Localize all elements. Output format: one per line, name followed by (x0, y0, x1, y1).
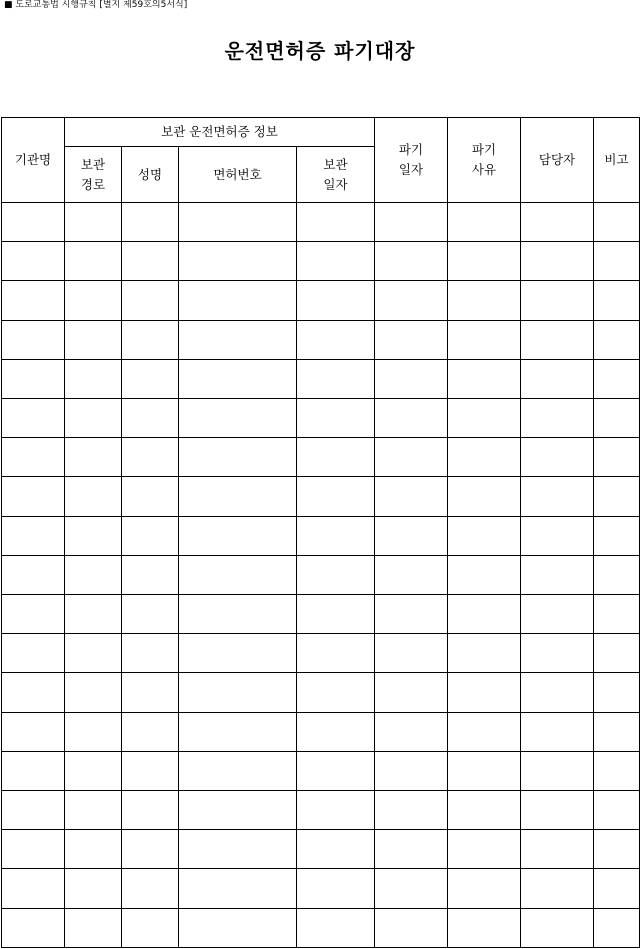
table-cell[interactable] (594, 712, 640, 751)
table-row (2, 320, 640, 359)
table-row (2, 712, 640, 751)
table-cell[interactable] (594, 634, 640, 673)
table-cell[interactable] (179, 712, 297, 751)
table-row (2, 908, 640, 947)
table-cell[interactable] (594, 673, 640, 712)
table-cell[interactable] (297, 281, 375, 320)
table-cell[interactable] (2, 830, 65, 869)
document-title: 운전면허증 파기대장 (224, 39, 416, 63)
table-cell[interactable] (179, 242, 297, 281)
table-cell[interactable] (65, 281, 122, 320)
table-cell[interactable] (594, 908, 640, 947)
table-cell[interactable] (2, 203, 65, 242)
table-cell[interactable] (297, 438, 375, 477)
table-cell[interactable] (375, 242, 448, 281)
table-cell[interactable] (2, 869, 65, 908)
table-row (2, 359, 640, 398)
table-cell[interactable] (122, 438, 179, 477)
header-org-name: 기관명 (2, 118, 65, 203)
table-cell[interactable] (65, 830, 122, 869)
table-cell[interactable] (2, 673, 65, 712)
table-cell[interactable] (448, 438, 521, 477)
table-cell[interactable] (179, 555, 297, 594)
table-cell[interactable] (179, 830, 297, 869)
header-name: 성명 (122, 147, 179, 203)
header-disposal-reason: 파기 사유 (448, 118, 521, 203)
table-cell[interactable] (65, 203, 122, 242)
table-cell[interactable] (448, 320, 521, 359)
table-cell[interactable] (594, 595, 640, 634)
table-cell[interactable] (375, 830, 448, 869)
table-cell[interactable] (122, 555, 179, 594)
table-cell[interactable] (594, 477, 640, 516)
table-cell[interactable] (122, 516, 179, 555)
table-row (2, 438, 640, 477)
table-cell[interactable] (375, 555, 448, 594)
table-cell[interactable] (448, 399, 521, 438)
table-cell[interactable] (448, 908, 521, 947)
header-remarks: 비고 (594, 118, 640, 203)
table-cell[interactable] (179, 634, 297, 673)
table-cell[interactable] (2, 712, 65, 751)
table-cell[interactable] (122, 791, 179, 830)
table-row (2, 634, 640, 673)
table-cell[interactable] (2, 791, 65, 830)
table-cell[interactable] (594, 438, 640, 477)
table-cell[interactable] (297, 673, 375, 712)
table-cell[interactable] (594, 751, 640, 790)
table-cell[interactable] (448, 751, 521, 790)
table-row (2, 399, 640, 438)
table-cell[interactable] (297, 712, 375, 751)
table-cell[interactable] (521, 751, 594, 790)
table-row (2, 242, 640, 281)
header-disposal-date: 파기 일자 (375, 118, 448, 203)
table-cell[interactable] (297, 203, 375, 242)
table-cell[interactable] (122, 712, 179, 751)
table-cell[interactable] (297, 830, 375, 869)
table-cell[interactable] (594, 359, 640, 398)
table-cell[interactable] (65, 908, 122, 947)
table-row (2, 673, 640, 712)
table-cell[interactable] (122, 399, 179, 438)
table-cell[interactable] (448, 477, 521, 516)
table-cell[interactable] (179, 908, 297, 947)
table-cell[interactable] (2, 359, 65, 398)
table-cell[interactable] (375, 595, 448, 634)
table-cell[interactable] (448, 712, 521, 751)
table-cell[interactable] (448, 595, 521, 634)
table-cell[interactable] (594, 242, 640, 281)
table-cell[interactable] (65, 438, 122, 477)
disposal-ledger-table (1, 117, 640, 948)
header-license-number: 면허번호 (179, 147, 297, 203)
table-cell[interactable] (65, 751, 122, 790)
table-cell[interactable] (122, 673, 179, 712)
table-row (2, 595, 640, 634)
table-cell[interactable] (297, 399, 375, 438)
table-cell[interactable] (448, 791, 521, 830)
table-cell[interactable] (594, 791, 640, 830)
table-cell[interactable] (122, 751, 179, 790)
table-cell[interactable] (521, 203, 594, 242)
table-cell[interactable] (375, 908, 448, 947)
table-cell[interactable] (375, 712, 448, 751)
table-cell[interactable] (375, 516, 448, 555)
table-cell[interactable] (448, 555, 521, 594)
table-row (2, 751, 640, 790)
table-cell[interactable] (122, 242, 179, 281)
table-cell[interactable] (521, 438, 594, 477)
table-cell[interactable] (448, 634, 521, 673)
table-cell[interactable] (2, 399, 65, 438)
table-cell[interactable] (448, 516, 521, 555)
table-cell[interactable] (122, 281, 179, 320)
table-cell[interactable] (179, 751, 297, 790)
table-cell[interactable] (297, 908, 375, 947)
table-cell[interactable] (594, 203, 640, 242)
table-cell[interactable] (179, 438, 297, 477)
table-cell[interactable] (375, 281, 448, 320)
table-cell[interactable] (122, 634, 179, 673)
table-cell[interactable] (448, 869, 521, 908)
table-cell[interactable] (521, 791, 594, 830)
table-cell[interactable] (448, 281, 521, 320)
table-cell[interactable] (65, 634, 122, 673)
table-cell[interactable] (521, 634, 594, 673)
table-cell[interactable] (179, 359, 297, 398)
table-cell[interactable] (2, 595, 65, 634)
table-cell[interactable] (65, 555, 122, 594)
table-cell[interactable] (2, 320, 65, 359)
table-cell[interactable] (375, 203, 448, 242)
table-cell[interactable] (594, 830, 640, 869)
table-cell[interactable] (2, 751, 65, 790)
table-cell[interactable] (2, 477, 65, 516)
table-cell[interactable] (2, 634, 65, 673)
table-row (2, 555, 640, 594)
table-cell[interactable] (122, 908, 179, 947)
table-cell[interactable] (375, 673, 448, 712)
table-cell[interactable] (448, 673, 521, 712)
table-cell[interactable] (122, 320, 179, 359)
table-cell[interactable] (122, 830, 179, 869)
table-cell[interactable] (297, 634, 375, 673)
table-cell[interactable] (179, 399, 297, 438)
table-cell[interactable] (122, 203, 179, 242)
table-cell[interactable] (297, 869, 375, 908)
table-cell[interactable] (2, 438, 65, 477)
table-cell[interactable] (179, 203, 297, 242)
header-storage-date: 보관 일자 (297, 147, 375, 203)
table-cell[interactable] (65, 399, 122, 438)
table-cell[interactable] (2, 516, 65, 555)
table-cell[interactable] (521, 320, 594, 359)
table-cell[interactable] (2, 242, 65, 281)
table-cell[interactable] (2, 555, 65, 594)
table-cell[interactable] (297, 595, 375, 634)
table-cell[interactable] (375, 320, 448, 359)
table-row (2, 477, 640, 516)
header-storage-route: 보관 경로 (65, 147, 122, 203)
form-reference-note: ■ 도로교통법 시행규칙 [별지 제59호의5서식] (4, 0, 188, 10)
table-cell[interactable] (521, 869, 594, 908)
table-cell[interactable] (179, 595, 297, 634)
table-row (2, 516, 640, 555)
table-cell[interactable] (375, 477, 448, 516)
table-cell[interactable] (521, 555, 594, 594)
table-cell[interactable] (179, 281, 297, 320)
table-cell[interactable] (297, 791, 375, 830)
table-cell[interactable] (448, 359, 521, 398)
table-cell[interactable] (65, 516, 122, 555)
table-row (2, 791, 640, 830)
table-cell[interactable] (65, 791, 122, 830)
table-cell[interactable] (521, 399, 594, 438)
table-cell[interactable] (2, 281, 65, 320)
table-cell[interactable] (65, 712, 122, 751)
table-cell[interactable] (375, 399, 448, 438)
table-cell[interactable] (122, 869, 179, 908)
table-cell[interactable] (297, 359, 375, 398)
table-cell[interactable] (122, 477, 179, 516)
table-cell[interactable] (521, 477, 594, 516)
table-cell[interactable] (65, 359, 122, 398)
table-cell[interactable] (594, 399, 640, 438)
table-cell[interactable] (179, 791, 297, 830)
table-cell[interactable] (179, 516, 297, 555)
table-cell[interactable] (179, 320, 297, 359)
table-cell[interactable] (122, 595, 179, 634)
table-cell[interactable] (448, 203, 521, 242)
table-cell[interactable] (65, 673, 122, 712)
ledger-body (2, 203, 640, 948)
table-cell[interactable] (297, 751, 375, 790)
table-cell[interactable] (521, 516, 594, 555)
table-cell[interactable] (448, 242, 521, 281)
table-cell[interactable] (521, 830, 594, 869)
table-cell[interactable] (297, 477, 375, 516)
table-cell[interactable] (594, 320, 640, 359)
table-row (2, 830, 640, 869)
table-cell[interactable] (297, 555, 375, 594)
table-cell[interactable] (521, 281, 594, 320)
table-cell[interactable] (521, 595, 594, 634)
table-cell[interactable] (375, 438, 448, 477)
table-cell[interactable] (594, 281, 640, 320)
table-cell[interactable] (179, 673, 297, 712)
table-cell[interactable] (594, 555, 640, 594)
table-cell[interactable] (375, 634, 448, 673)
table-cell[interactable] (122, 359, 179, 398)
table-cell[interactable] (375, 869, 448, 908)
table-cell[interactable] (521, 359, 594, 398)
table-cell[interactable] (65, 477, 122, 516)
table-cell[interactable] (65, 869, 122, 908)
table-cell[interactable] (594, 869, 640, 908)
table-cell[interactable] (297, 320, 375, 359)
table-cell[interactable] (297, 242, 375, 281)
table-cell[interactable] (375, 359, 448, 398)
table-cell[interactable] (521, 242, 594, 281)
table-cell[interactable] (521, 673, 594, 712)
table-cell[interactable] (594, 516, 640, 555)
table-cell[interactable] (179, 869, 297, 908)
header-group-license-info: 보관 운전면허증 정보 (65, 118, 375, 147)
table-cell[interactable] (65, 320, 122, 359)
table-cell[interactable] (2, 908, 65, 947)
table-cell[interactable] (375, 791, 448, 830)
table-cell[interactable] (297, 516, 375, 555)
table-cell[interactable] (375, 751, 448, 790)
table-cell[interactable] (448, 830, 521, 869)
table-cell[interactable] (521, 908, 594, 947)
table-cell[interactable] (65, 595, 122, 634)
table-row (2, 203, 640, 242)
table-cell[interactable] (521, 712, 594, 751)
table-cell[interactable] (179, 477, 297, 516)
header-manager: 담당자 (521, 118, 594, 203)
table-cell[interactable] (65, 242, 122, 281)
table-row (2, 869, 640, 908)
table-row (2, 281, 640, 320)
